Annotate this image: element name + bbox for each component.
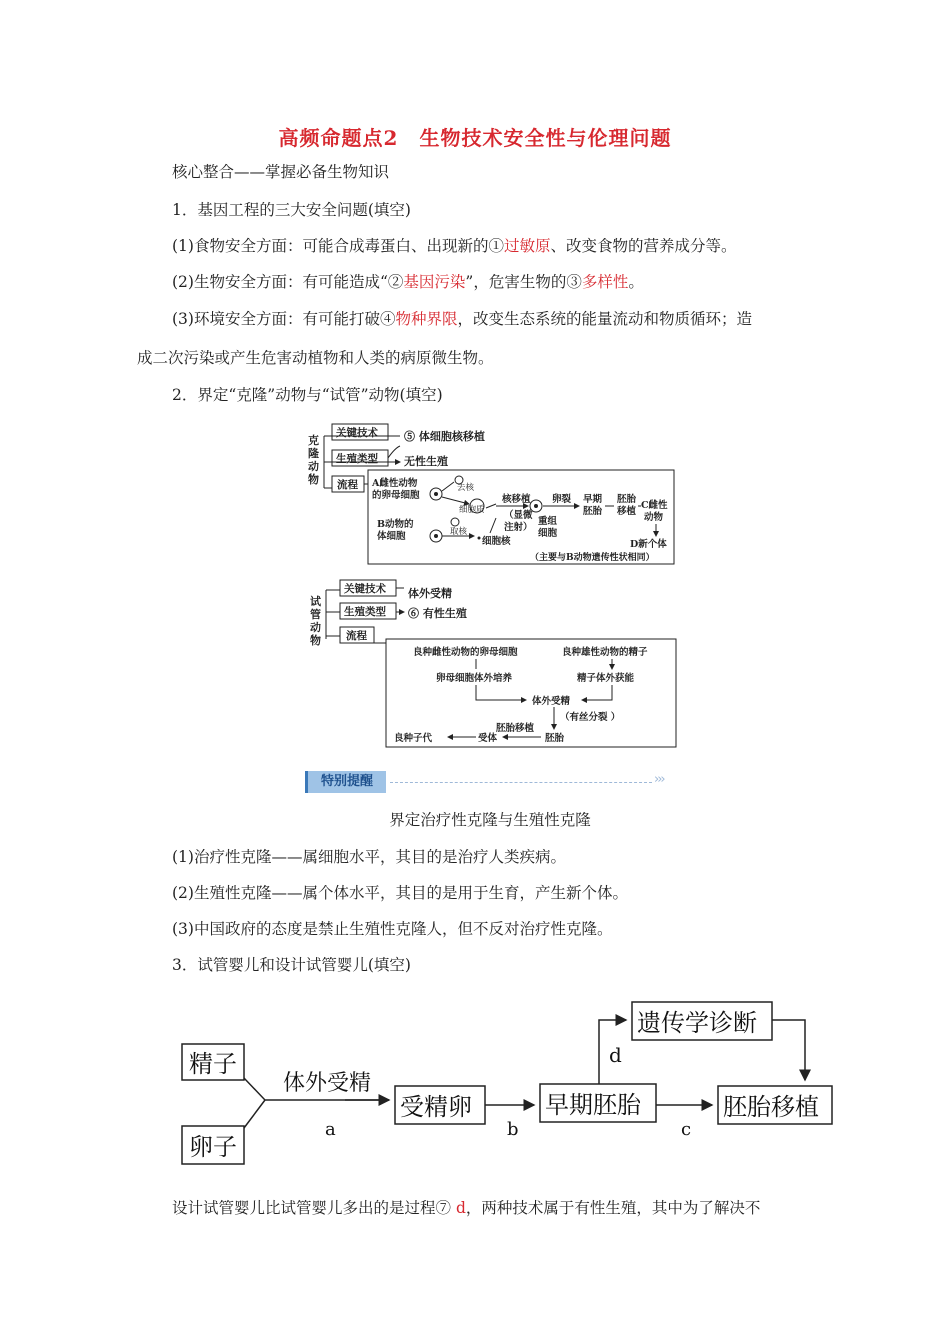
clone-note: （主要与B动物遗传性状相同） bbox=[530, 553, 655, 563]
clone-embryo-transfer-2: 移植 bbox=[617, 506, 637, 517]
clone-micro-inject-1: （显微 bbox=[504, 510, 533, 521]
q1-item1: (1)食物安全方面：可能合成毒蛋白、出现新的①过敏原、改变食物的营养成分等。 bbox=[172, 237, 737, 255]
ivf-side-label-3: 动 bbox=[310, 621, 321, 634]
tip-badge: 特别提醒 bbox=[305, 771, 386, 793]
tip-divider bbox=[390, 782, 652, 783]
early-embryo-label: 早期胚胎 bbox=[545, 1091, 641, 1119]
label-b: b bbox=[507, 1119, 519, 1140]
answer-2: 基因污染 bbox=[403, 273, 466, 291]
clone-d-individual: D新个体 bbox=[630, 539, 667, 550]
ivf-male: 良种雄性动物的精子 bbox=[562, 647, 648, 658]
label-a: a bbox=[325, 1119, 336, 1140]
ivf-embryo: 胚胎 bbox=[545, 733, 565, 744]
clone-recombined-2: 细胞 bbox=[538, 528, 558, 539]
tip-item3: (3)中国政府的态度是禁止生殖性克隆人，但不反对治疗性克隆。 bbox=[172, 920, 613, 938]
q1-item3: (3)环境安全方面：有可能打破④物种界限，改变生态系统的能量流动和物质循环；造 bbox=[172, 310, 752, 328]
q1-item3-continued: 成二次污染或产生危害动植物和人类的病原微生物。 bbox=[137, 349, 494, 367]
clone-cytoplasm: 细胞质 bbox=[459, 505, 485, 515]
embryo-transfer-label: 胚胎移植 bbox=[723, 1093, 819, 1121]
tip-heading: 界定治疗性克隆与生殖性克隆 bbox=[389, 811, 591, 829]
ivf-female: 良种雌性动物的卵母细胞 bbox=[413, 647, 518, 658]
clone-micro-inject-2: 注射） bbox=[504, 522, 533, 533]
label-d: d bbox=[609, 1043, 622, 1067]
answer-3: 多样性 bbox=[581, 273, 629, 291]
clone-side-label-4: 物 bbox=[308, 473, 319, 486]
clone-b-cell-2: 体细胞 bbox=[377, 531, 406, 542]
clone-cell-nucleus: 细胞核 bbox=[482, 536, 511, 547]
ivf-recipient: 受体 bbox=[478, 733, 498, 744]
clone-c-animal-2: 动物 bbox=[644, 512, 664, 523]
clone-a-cell-1: A雌性动物 bbox=[372, 478, 418, 489]
clone-side-label-1: 克 bbox=[308, 434, 319, 447]
clone-recombined-1: 重组 bbox=[538, 516, 558, 527]
ivf-sperm-cap: 精子体外获能 bbox=[577, 673, 635, 684]
ivf-offspring: 良种子代 bbox=[394, 733, 433, 744]
diagnosis-label: 遗传学诊断 bbox=[637, 1009, 757, 1037]
ivf-fertilize: 体外受精 bbox=[532, 696, 571, 707]
clone-side-label-2: 隆 bbox=[308, 447, 319, 460]
final-line: 设计试管婴儿比试管婴儿多出的是过程⑦ d，两种技术属于有性生殖，其中为了解决不 bbox=[172, 1199, 761, 1217]
clone-transfer: 核移植 bbox=[502, 494, 531, 505]
ivf-repro-value: ⑥ 有性生殖 bbox=[408, 607, 467, 620]
clone-b-cell-1: B动物的 bbox=[377, 519, 414, 530]
clone-embryo-transfer-1: 胚胎 bbox=[617, 494, 637, 505]
clone-cleavage: 卵裂 bbox=[552, 494, 572, 505]
zygote-label: 受精卵 bbox=[400, 1093, 472, 1121]
ivf-side-label-1: 试 bbox=[310, 595, 321, 608]
ivf-process-label: 流程 bbox=[346, 630, 367, 642]
ivf-side-label-4: 物 bbox=[310, 634, 321, 647]
chevrons-right-icon: ››› bbox=[654, 772, 664, 787]
ivf-key-tech-label: 关键技术 bbox=[344, 583, 386, 595]
q3-heading: 3．试管婴儿和设计试管婴儿(填空) bbox=[172, 956, 411, 974]
clone-c-animal-1: C雌性 bbox=[641, 500, 668, 511]
clone-early-1: 早期 bbox=[583, 494, 603, 505]
clone-key-tech-label: 关键技术 bbox=[336, 427, 378, 439]
section-heading: 核心整合——掌握必备生物知识 bbox=[172, 163, 390, 181]
clone-diagram bbox=[300, 418, 685, 568]
egg-label: 卵子 bbox=[189, 1133, 237, 1161]
answer-1: 过敏原 bbox=[503, 237, 551, 255]
ivf-side-label-2: 管 bbox=[310, 608, 321, 621]
clone-take-nucleus: 取核 bbox=[450, 527, 468, 537]
ivf-mitosis: （有丝分裂 ） bbox=[560, 712, 621, 723]
page-title: 高频命题点2 生物技术安全性与伦理问题 bbox=[278, 126, 672, 150]
sperm-label: 精子 bbox=[189, 1050, 237, 1078]
q1-heading: 1．基因工程的三大安全问题(填空) bbox=[172, 201, 411, 219]
clone-a-cell-2: 的卵母细胞 bbox=[372, 490, 420, 501]
tip-item2: (2)生殖性克隆——属个体水平，其目的是用于生育，产生新个体。 bbox=[172, 884, 628, 902]
clone-process-label: 流程 bbox=[337, 479, 358, 491]
q2-heading: 2．界定“克隆”动物与“试管”动物(填空) bbox=[172, 386, 443, 404]
tip-item1: (1)治疗性克隆——属细胞水平，其目的是治疗人类疾病。 bbox=[172, 848, 566, 866]
ivf-diagram bbox=[300, 575, 685, 753]
answer-7: d bbox=[455, 1199, 466, 1217]
answer-4: 物种界限 bbox=[395, 310, 458, 328]
ivf-repro-label: 生殖类型 bbox=[344, 606, 386, 618]
clone-early-2: 胚胎 bbox=[583, 506, 603, 517]
clone-repro-value: 无性生殖 bbox=[404, 455, 448, 468]
q1-item2: (2)生物安全方面：有可能造成“②基因污染”，危害生物的③多样性。 bbox=[172, 273, 644, 291]
ivf-transfer: 胚胎移植 bbox=[496, 723, 535, 734]
clone-remove-nucleus: 去核 bbox=[457, 483, 475, 493]
clone-key-tech-value: ⑤ 体细胞核移植 bbox=[404, 430, 485, 443]
clone-side-label-3: 动 bbox=[308, 460, 319, 473]
clone-repro-label: 生殖类型 bbox=[336, 453, 378, 465]
label-c: c bbox=[681, 1119, 692, 1140]
ivf-label: 体外受精 bbox=[283, 1071, 372, 1096]
baby-diagram bbox=[175, 998, 840, 1173]
ivf-egg-culture: 卵母细胞体外培养 bbox=[436, 673, 513, 684]
ivf-key-tech-value: 体外受精 bbox=[408, 587, 452, 600]
